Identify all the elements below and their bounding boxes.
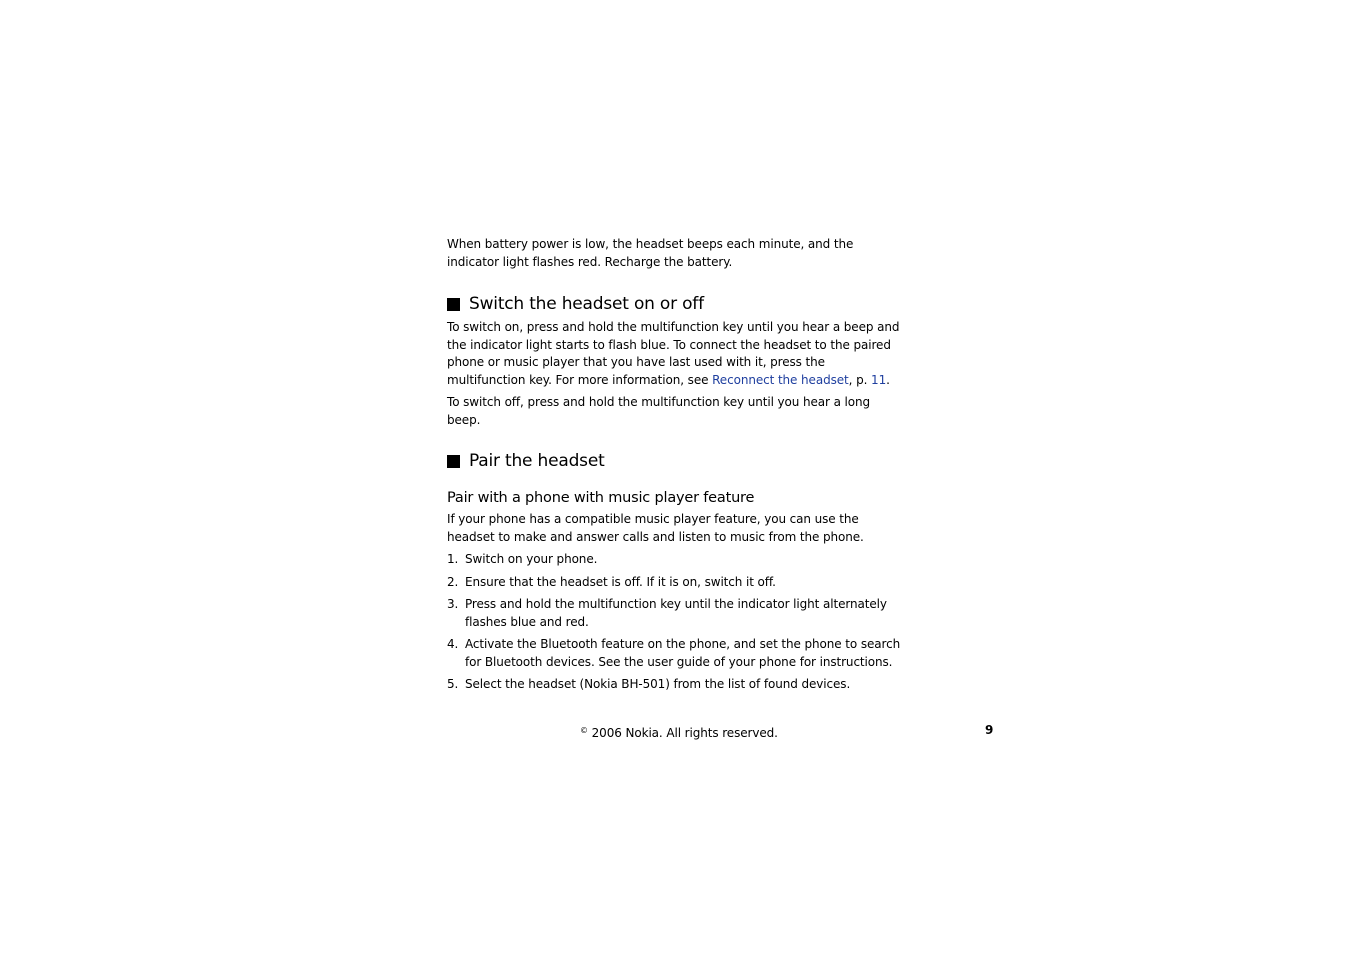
- switch-on-end: .: [886, 372, 890, 387]
- step-text: Ensure that the headset is off. If it is on, switch it off.: [465, 574, 776, 589]
- square-bullet-icon: [447, 455, 460, 468]
- reconnect-headset-link[interactable]: Reconnect the headset: [712, 372, 849, 387]
- step-text: Select the headset (Nokia BH-501) from the list of found devices.: [465, 677, 851, 691]
- switch-heading-text: Switch the headset on or off: [469, 294, 704, 314]
- page-ref-link[interactable]: 11: [871, 372, 887, 387]
- list-item: [447, 596, 907, 631]
- pair-intro-paragraph: If your phone has a compatible music player feature, you can use the headset to make and answer calls and listen to music from the phone.: [447, 512, 864, 544]
- page-number: 9: [985, 723, 994, 737]
- copyright-symbol: ©: [580, 726, 588, 735]
- copyright-text: 2006 Nokia. All rights reserved.: [587, 726, 778, 740]
- square-bullet-icon: [447, 298, 460, 311]
- pair-heading: [447, 450, 907, 472]
- list-item: [447, 676, 907, 694]
- step-text: Press and hold the multifunction key until the indicator light alternately flashes blue and red.: [465, 597, 887, 629]
- step-number: 3.: [447, 597, 459, 611]
- list-item: [447, 574, 907, 592]
- copyright-footer: [580, 722, 778, 742]
- step-text: Switch on your phone.: [465, 552, 598, 566]
- switch-on-paragraph: [447, 319, 907, 389]
- page-content: [447, 236, 907, 699]
- step-text: Activate the Bluetooth feature on the phone, and set the phone to search for Bluetooth devices. See the user guide of your phone for instructions.: [465, 637, 901, 669]
- step-number: 1.: [447, 552, 459, 566]
- list-item: [447, 636, 907, 671]
- pairing-steps-list: [447, 551, 907, 694]
- pair-section: [447, 450, 907, 694]
- switch-on-text: To switch on, press and hold the multifunction key until you hear a beep and the indicator light starts to flash blue. To connect the headset to the paired phone or music player that you have last used with it, press the multifunction key. For more information, see: [447, 320, 900, 387]
- battery-low-paragraph: When battery power is low, the headset beeps each minute, and the indicator light flashes red. Recharge the battery.: [447, 237, 854, 269]
- pair-subheading: Pair with a phone with music player feature: [447, 490, 755, 506]
- step-number: 5.: [447, 677, 459, 691]
- switch-section: [447, 293, 907, 429]
- step-number: 4.: [447, 637, 459, 651]
- switch-heading: [447, 293, 907, 315]
- page-ref-prefix: , p.: [848, 372, 872, 387]
- step-number: 2.: [447, 574, 459, 589]
- list-item: [447, 551, 907, 569]
- pair-heading-text: Pair the headset: [469, 451, 605, 471]
- switch-off-paragraph: To switch off, press and hold the multifunction key until you hear a long beep.: [447, 395, 871, 427]
